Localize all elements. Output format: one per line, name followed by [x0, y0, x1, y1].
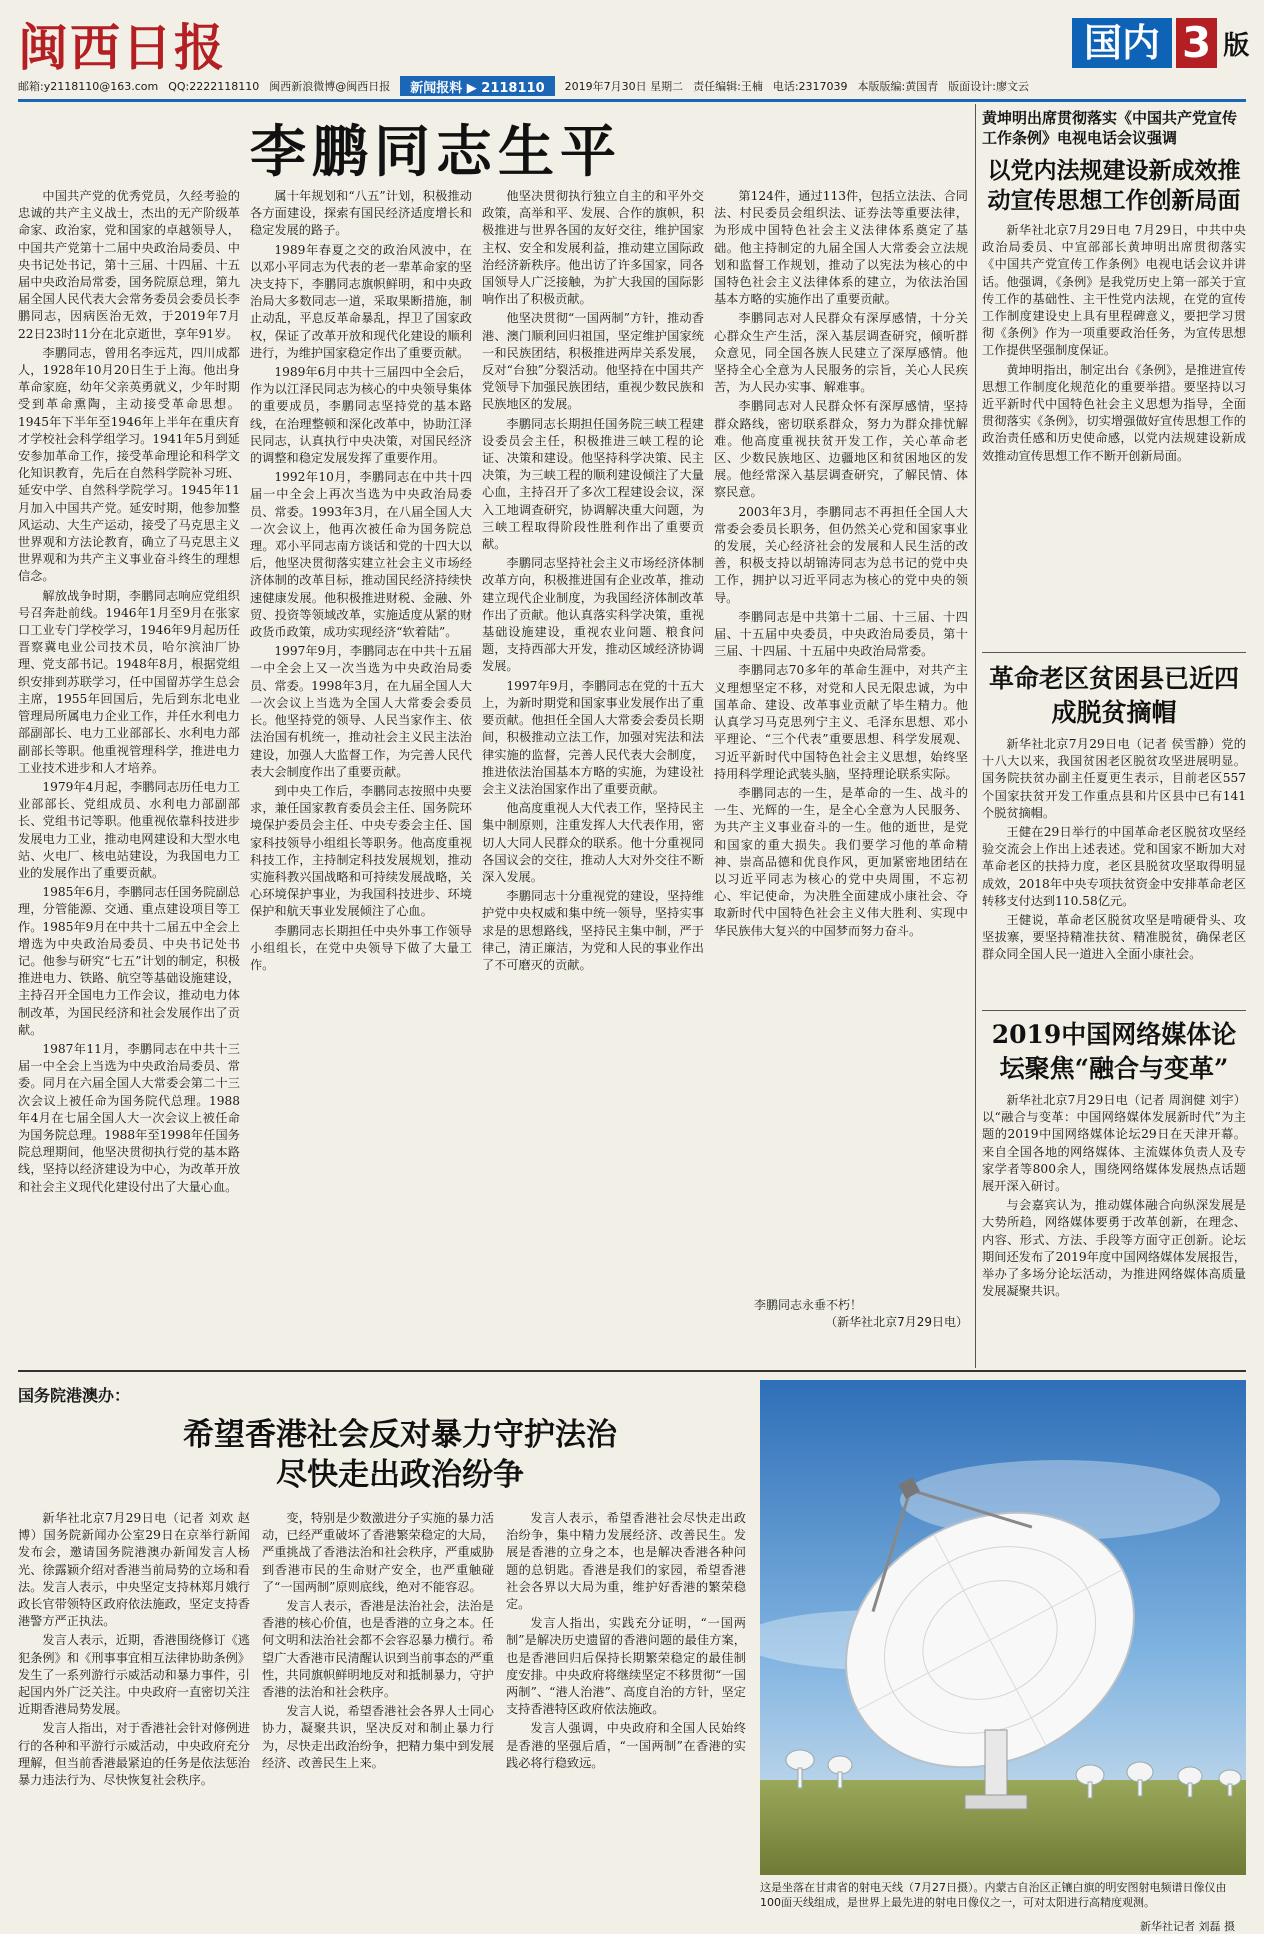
- phone: 电话:2317039: [772, 80, 848, 93]
- hk-headline-line-1: 希望香港社会反对暴力守护法治: [183, 1417, 617, 1453]
- paragraph: 李鹏同志对人民群众有深厚感情，十分关心群众生产生活，深入基层调查研究，倾听群众意见，同全国各族人民建立了深厚感情。他坚持全心全意为人民服务的宗旨，关心人民疾苦，为人民办实事、解难事。: [714, 311, 968, 395]
- main-article-column-1: [18, 188, 240, 1333]
- issue-date: 2019年7月30日 星期二: [564, 80, 684, 93]
- paragraph: 1985年6月，李鹏同志任国务院副总理，分管能源、交通、重点建设项目等工作。1985年9月在中共十二届五中全会上增选为中央政治局委员、中央书记处书记。他参与研究“七五”计划的制定，积极推进电力、铁路、航空等基础设施建设，主持召开全国电力工作会议，推动电力体制改革，为国民经济和社会发展作出了贡献。: [18, 885, 240, 1037]
- paragraph: 与会嘉宾认为，推动媒体融合向纵深发展是大势所趋，网络媒体要勇于改革创新，在理念、内容、形式、方法、手段等方面守正创新。论坛期间还发布了2019年度中国网络媒体发展报告，举办了多场分论坛活动，为推进网络媒体高质量发展凝聚共识。: [982, 1198, 1246, 1299]
- story1-body: [982, 222, 1246, 662]
- story3-title: 2019中国网络媒体论坛聚焦“融合与变革”: [991, 1020, 1237, 1083]
- page-number: 3: [1176, 18, 1217, 68]
- paragraph: 李鹏同志对人民群众怀有深厚感情，坚持群众路线，密切联系群众，努力为群众排忧解难。他高度重视扶贫开发工作，关心革命老区、少数民族地区、边疆地区和贫困地区的发展。他经常深入基层调查研究，了解民情、体察民意。: [714, 399, 968, 500]
- designer: 版面设计:廖文云: [948, 80, 1029, 93]
- paragraph: 李鹏同志十分重视党的建设，坚持维护党中央权威和集中统一领导，坚持实事求是的思想路线，坚持民主集中制，严于律己，清正廉洁，为党和人民的事业作出了不可磨灭的贡献。: [482, 889, 704, 972]
- story1-title: 以党内法规建设新成效推动宣传思想工作创新局面: [987, 157, 1241, 214]
- paragraph: 变，特别是少数激进分子实施的暴力活动，已经严重破坏了香港繁荣稳定的大局，严重挑战了香港法治和社会秩序，严重威胁到香港市民的生命财产安全，也严重触碰了“一国两制”原则底线，绝对不能容忍。: [262, 1511, 494, 1594]
- paragraph: 王健说，革命老区脱贫攻坚是啃硬骨头、攻坚拔寨，要坚持精准扶贫、精准脱贫，确保老区群众同全国人民一道进入全面小康社会。: [982, 913, 1246, 962]
- hk-kicker: 国务院港澳办：: [18, 1386, 131, 1405]
- paragraph: 李鹏同志70多年的革命生涯中，对共产主义理想坚定不移，对党和人民无限忠诚，为中国革命、建设、改革事业贡献了毕生精力。他认真学习马克思列宁主义、毛泽东思想、邓小平理论、“三个代表”重要思想、科学发展观、习近平新时代中国特色社会主义思想，始终坚持用科学理论武装头脑，坚持理论联系实际。: [714, 663, 968, 781]
- sidebar-divider: [975, 104, 976, 1368]
- paragraph: 发言人表示，希望香港社会尽快走出政治纷争，集中精力发展经济、改善民生。发展是香港的立身之本，也是解决香港各种问题的总钥匙。香港是我们的家园，希望香港社会各界以大局为重，维护好香港的繁荣稳定。: [506, 1511, 746, 1612]
- paragraph: 李鹏同志长期担任国务院三峡工程建设委员会主任，积极推进三峡工程的论证、决策和建设。他坚持科学决策、民主决策，为三峡工程的顺利建设倾注了大量心血，主持召开了多次工程建设会议，深入工地调查研究，协调解决重大问题，为三峡工程取得阶段性胜利作出了重要贡献。: [482, 416, 704, 552]
- sidebar-rule-2: [982, 1010, 1246, 1011]
- radio-telescope-photo: [760, 1380, 1246, 1875]
- paragraph: 1997年9月，李鹏同志在党的十五大上，为新时期党和国家事业发展作出了重要贡献。他担任全国人大常委会委员长期间，积极推动立法工作，加强对宪法和法律实施的监督，完善人民代表大会制度，推进依法治国基本方略的实施，为建设社会主义法治国家作出了重要贡献。: [482, 678, 704, 796]
- top-rule: [18, 99, 1246, 102]
- sidebar-rule-1: [982, 652, 1246, 653]
- photo-credit: 新华社记者 刘磊 摄: [1140, 1920, 1235, 1933]
- story2-title: 革命老区贫困县已近四成脱贫摘帽: [988, 664, 1239, 727]
- paragraph: 发言人指出，实践充分证明，“一国两制”是解决历史遗留的香港问题的最佳方案，也是香港回归后保持长期繁荣稳定的最佳制度安排。中央政府将继续坚定不移贯彻“一国两制”、“港人治港”、高度自治的方针，坚定支持香港特区政府依法施政。: [506, 1616, 746, 1717]
- paragraph: 解放战争时期，李鹏同志响应党组织号召奔赴前线。1946年1月至9月在张家口工业专门学校学习，1946年9月起历任晋察冀电业公司技术员，哈尔滨油厂协理、党支部书记。1948年8月，根据党组织安排到苏联学习，任中国留苏学生总会主席，1955年回国后，先后到东北电业管理局所属电力企业工作，并任水利电力部副部长、电力工业部部长、水利电力部副部长等职。他重视管理科学，推进电力工业技术进步和人才培养。: [18, 588, 240, 775]
- hk-headline: [60, 1415, 740, 1495]
- hk-headline-line-2: 尽快走出政治纷争: [276, 1457, 524, 1493]
- story1-subtitle: 黄坤明出席贯彻落实《中国共产党宣传工作条例》电视电话会议强调: [982, 109, 1238, 147]
- paragraph: 李鹏同志是中共第十二届、十三届、十四届、十五届中央委员，中央政治局委员，第十三届、十四届、十五届中央政治局常委。: [714, 609, 968, 659]
- newspaper-logo: 闽西日报: [18, 18, 226, 77]
- paragraph: 发言人指出，对于香港社会针对修例进行的各种和平游行示威活动，中央政府充分理解，但当前香港最紧迫的任务是依法惩治暴力违法行为、尽快恢复社会秩序。: [18, 1721, 250, 1788]
- section-rule: [18, 1370, 1246, 1372]
- paragraph: 属十年规划和“八五”计划，积极推动各方面建设，探索有国民经济适度增长和稳定发展的路子。: [250, 189, 472, 238]
- story2-body: [982, 736, 1246, 1006]
- sidebar-story-3: [982, 1018, 1246, 1362]
- hk-column-1: [18, 1510, 250, 1920]
- photo-caption: 这是坐落在甘肃省的射电天线（7月27日摄）。内蒙古自治区正镶白旗的明安图射电频谱日像仪由100面天线组成，是世界上最先进的射电日像仪之一，可对太阳进行高精度观测。: [760, 1881, 1227, 1909]
- info-bar: [18, 76, 1246, 96]
- paragraph: 到中央工作后，李鹏同志按照中央要求，兼任国家教育委员会主任、国务院环境保护委员会主任、中央专委会主任、国家科技领导小组组长等职务。他高度重视科技工作，主持制定科技发展规划，推动实施科教兴国战略和可持续发展战略，关心环境保护事业，为我国科技进步、环境保护和航天事业发展倾注了心血。: [250, 783, 472, 919]
- qq: QQ:2222118110: [168, 79, 260, 93]
- paragraph: 发言人表示，近期，香港围绕修订《逃犯条例》和《刑事事宜相互法律协助条例》发生了一系列游行示威活动和暴力事件，引起国内外广泛关注。中央政府一直密切关注近期香港局势发展。: [18, 1633, 250, 1717]
- section-name: 国内: [1072, 18, 1172, 68]
- paragraph: 1997年9月，李鹏同志在中共十五届一中全会上又一次当选为中央政治局委员、常委。1998年3月，在九届全国人大一次会议上当选为全国人大常委会委员长。他坚持党的领导、人民当家作主、依法治国有机统一，推动社会主义民主法治建设，加强人大监督工作，为完善人民代表大会制度作出了重要贡献。: [250, 644, 472, 779]
- main-headline: 李鹏同志生平: [250, 119, 622, 185]
- main-article-column-4: [714, 188, 968, 1288]
- source-line: （新华社北京7月29日电）: [825, 1315, 968, 1329]
- story3-body: [982, 1092, 1246, 1362]
- sidebar-story-2: [982, 662, 1246, 1006]
- hotline: 新闻报料 ▶ 2118110: [400, 76, 554, 96]
- sidebar-story-1: [982, 108, 1246, 662]
- main-article-column-2: [250, 188, 472, 1333]
- paragraph: 李鹏同志，曾用名李远芃，四川成都人，1928年10月20日生于上海。他出身革命家庭，幼年父亲英勇就义，少年时期受到革命熏陶，主动接受革命思想。1945年下半年至1946年上半年在重庆育才学校社会科学组学习。1941年5月到延安参加革命工作，接受革命理论和科学文化知识教育，先后在自然科学院补习班、延安中学、自然科学院学习。1945年11月加入中国共产党。延安时期，他参加整风运动、大生产运动，接受了马克思主义世界观和方法论教育，确立了马克思主义世界观和为共产主义事业奋斗终生的理想信念。: [18, 345, 240, 584]
- main-article-column-3: [482, 188, 704, 1333]
- paragraph: 1987年11月，李鹏同志在中共十三届一中全会上当选为中央政治局委员、常委。同月在六届全国人大常委会第二十三次会议上被任命为国务院代总理。1988年4月在七届全国人大一次会议上被任命为国务院总理。1988年至1998年任国务院总理期间，他坚决贯彻执行党的基本路线，坚持以经济建设为中心，为改革开放和社会主义现代化建设付出了大量心血。: [18, 1041, 240, 1194]
- weibo: 闽西新浪微博@闽西日报: [269, 80, 391, 93]
- page-unit: 版: [1223, 30, 1250, 61]
- hk-column-2: [262, 1510, 494, 1920]
- photo-illustration: [760, 1380, 1246, 1875]
- paragraph: 他坚决贯彻“一国两制”方针，推动香港、澳门顺利回归祖国，坚定维护国家统一和民族团结，积极推进两岸关系发展，反对“台独”分裂活动。他坚持在中国共产党领导下加强民族团结，重视少数民族和民族地区的发展。: [482, 311, 704, 412]
- paragraph: 李鹏同志长期担任中央外事工作领导小组组长，在党中央领导下做了大量工作。: [250, 923, 472, 972]
- article-closing: [730, 1296, 968, 1330]
- paragraph: 王健在29日举行的中国革命老区脱贫攻坚经验交流会上作出上述表述。党和国家不断加大对革命老区的扶持力度，老区县脱贫攻坚取得明显成效，2018年中央专项扶贫资金中安排革命老区转移支付达到110.58亿元。: [982, 825, 1246, 908]
- paragraph: 2003年3月，李鹏同志不再担任全国人大常委会委员长职务，但仍然关心党和国家事业的发展，关心经济社会的发展和人民生活的改善，积极支持以胡锦涛同志为总书记的党中央工作，拥护以习近平同志为核心的党中央的领导。: [714, 504, 968, 605]
- paragraph: 1989年6月中共十三届四中全会后，作为以江泽民同志为核心的中央领导集体的重要成员，李鹏同志坚持党的基本路线，在治理整顿和深化改革中，协助江泽民同志，认真执行中央决策，对国民经济的调整和稳定发展发挥了重要作用。: [250, 365, 472, 466]
- paragraph: 1989年春夏之交的政治风波中，在以邓小平同志为代表的老一辈革命家的坚决支持下，李鹏同志旗帜鲜明，和中央政治局大多数同志一道，采取果断措施，制止动乱，平息反革命暴乱，捍卫了国家政权，保证了改革开放和现代化建设的顺利进行，为维护国家稳定作出了重要贡献。: [250, 242, 472, 360]
- editor: 责任编辑:王楠: [693, 80, 763, 93]
- paragraph: 新华社北京7月29日电 7月29日，中共中央政治局委员、中宣部部长黄坤明出席贯彻落实《中国共产党宣传工作条例》电视电话会议并讲话。他强调，《条例》是我党历史上第一部关于宣传工作的基础性、主干性党内法规，在党的宣传工作制度建设史上具有里程碑意义，要把学习贯彻《条例》作为一项重要政治任务，为宣传思想工作提供坚强制度保证。: [982, 223, 1246, 358]
- paragraph: 新华社北京7月29日电（记者 周润健 刘宇）以“融合与变革：中国网络媒体发展新时代”为主题的2019中国网络媒体论坛29日在天津开幕。来自全国各地的网络媒体、主流媒体负责人及专家学者等800余人，围绕网络媒体发展热点话题展开深入研讨。: [982, 1093, 1246, 1194]
- paragraph: 李鹏同志坚持社会主义市场经济体制改革方向，积极推进国有企业改革，推动建立现代企业制度，为我国经济体制改革作出了贡献。他认真落实科学决策，重视基础设施建设，重视农业问题、粮食问题，支持西部大开发，推动区域经济协调发展。: [482, 556, 704, 674]
- paragraph: 中国共产党的优秀党员，久经考验的忠诚的共产主义战士，杰出的无产阶级革命家、政治家，党和国家的卓越领导人，中国共产党第十二届中央政治局委员、中央书记处书记，第十三届、十四届、十五届中央政治局常委，国务院原总理，第九届全国人民代表大会常务委员会委员长李鹏同志，因病医治无效，于2019年7月22日23时11分在北京逝世，享年91岁。: [18, 189, 240, 341]
- paragraph: 1979年4月起，李鹏同志历任电力工业部部长、党组成员、水利电力部副部长、党组书记等职。他重视依靠科技进步发展电力工业，推动电网建设和大型水电站、火电厂、核电站建设，为我国电力工业的发展作出了重要贡献。: [18, 779, 240, 880]
- paragraph: 发言人强调，中央政府和全国人民始终是香港的坚强后盾，“一国两制”在香港的实践必将行稳致远。: [506, 1721, 746, 1770]
- paragraph: 他高度重视人大代表工作，坚持民主集中制原则，注重发挥人大代表作用，密切人大同人民群众的联系。他十分重视同各国议会的交往，推动人大对外交往不断深入发展。: [482, 801, 704, 884]
- email: 邮箱:y2118110@163.com: [18, 80, 159, 93]
- closing-line: 李鹏同志永垂不朽！: [754, 1298, 863, 1312]
- paragraph: 李鹏同志的一生，是革命的一生、战斗的一生、光辉的一生，是全心全意为人民服务、为共产主义事业奋斗的一生。他的逝世，是党和国家的重大损失。我们要学习他的革命精神、崇高品德和优良作风，更加紧密地团结在以习近平同志为核心的党中央周围，不忘初心、牢记使命，为决胜全面建成小康社会、夺取新时代中国特色社会主义伟大胜利、实现中华民族伟大复兴的中国梦而努力奋斗。: [714, 785, 968, 938]
- section-tag: [1072, 18, 1249, 68]
- proofreader: 本版版编:黄国青: [857, 80, 939, 93]
- paragraph: 新华社北京7月29日电（记者 侯雪静）党的十八大以来，我国贫困老区脱贫攻坚进展明显。国务院扶贫办副主任夏更生表示，目前老区557个国家扶贫开发工作重点县和片区县中已有141个脱贫摘帽。: [982, 737, 1246, 820]
- paragraph: 发言人表示，香港是法治社会，法治是香港的核心价值，也是香港的立身之本。任何文明和法治社会都不会容忍暴力横行。希望广大香港市民清醒认识到当前事态的严重性，共同旗帜鲜明地反对和抵制暴力，守护香港的法治和社会秩序。: [262, 1599, 494, 1700]
- hk-column-3: [506, 1510, 746, 1920]
- paragraph: 黄坤明指出，制定出台《条例》，是推进宣传思想工作制度化规范化的重要举措。要坚持以习近平新时代中国特色社会主义思想为指导，全面贯彻落实《条例》，切实增强做好宣传思想工作的政治责任感和历史使命感，以党内法规建设新成效推动宣传思想工作不断开创新局面。: [982, 362, 1246, 463]
- paragraph: 1992年10月，李鹏同志在中共十四届一中全会上再次当选为中央政治局委员、常委。1993年3月，在八届全国人大一次会议上，他再次被任命为国务院总理。邓小平同志南方谈话和党的十四大以后，他坚决贯彻落实建立社会主义市场经济体制的改革目标，推动国民经济持续快速健康发展。他积极推进财税、金融、外贸、投资等领域改革，实施适度从紧的财政货币政策，成功实现经济“软着陆”。: [250, 470, 472, 640]
- paragraph: 他坚决贯彻执行独立自主的和平外交政策，高举和平、发展、合作的旗帜，积极推进与世界各国的友好交往，维护国家主权、安全和发展利益，推动建立国际政治经济新秩序。他出访了许多国家，同各国领导人广泛接触，为扩大我国的国际影响作出了积极贡献。: [482, 189, 704, 307]
- paragraph: 新华社北京7月29日电（记者 刘欢 赵博）国务院新闻办公室29日在京举行新闻发布会，邀请国务院港澳办新闻发言人杨光、徐露颖介绍对香港当前局势的立场和看法。发言人表示，中央坚定支持林郑月娥行政长官带领特区政府依法施政，坚定支持香港警方严正执法。: [18, 1511, 250, 1629]
- paragraph: 发言人说，希望香港社会各界人士同心协力，凝聚共识，坚决反对和制止暴力行为，尽快走出政治纷争，把精力集中到发展经济、改善民生上来。: [262, 1704, 494, 1770]
- paragraph: 第124件，通过113件，包括立法法、合同法、村民委员会组织法、证券法等重要法律，为形成中国特色社会主义法律体系奠定了基础。他主持制定的九届全国人大常委会立法规划和监督工作规划，推动了以宪法为核心的中国特色社会主义法律体系的建立，为依法治国基本方略的实施作出了重要贡献。: [714, 189, 968, 307]
